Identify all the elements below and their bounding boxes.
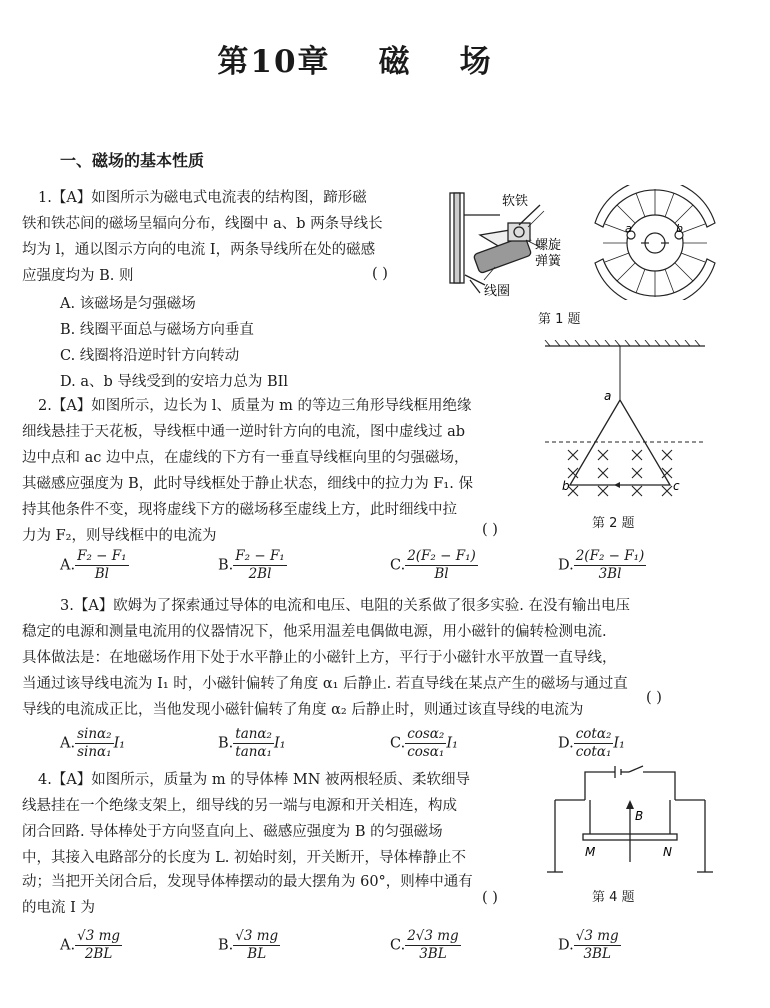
label-coil: 线圈 [484, 284, 511, 299]
q3-line-2: 稳定的电源和测量电流用的仪器情况下，他采用温差电偶做电源，用小磁针的偏转检测电流. [22, 624, 607, 640]
q1-answer-paren: ( ) [372, 266, 388, 282]
q1-line-2: 铁和铁芯间的磁场呈辐向分布，线圈中 a、b 两条导线长 [22, 216, 383, 232]
q1-figure [440, 185, 760, 300]
q3-line-4: 当通过该导线电流为 I₁ 时，小磁针偏转了角度 α₁ 后静止. 若直导线在某点产生的磁场与通过直 [22, 676, 628, 692]
q4-line-2: 线悬挂在一个绝缘支架上，细导线的另一端与电源和开关相连，构成 [22, 798, 457, 814]
q3-option-c: C. $\frac{\text{cosα₂}}{\text{cosα₁}}$ I₁ [390, 726, 458, 760]
q1-option-b: B. 线圈平面总与磁场方向垂直 [60, 322, 254, 338]
label-a: a [604, 389, 612, 403]
label-b: b [562, 479, 570, 493]
q2-line-4: 其磁感应强度为 B，此时导线框处于静止状态，细线中的拉力为 F₁. 保 [22, 476, 473, 492]
section-title: 一、磁场的基本性质 [60, 151, 205, 170]
q2-option-d: D. $\frac{\text{2(F₂ − F₁)}}{3Bl}$ [558, 548, 645, 582]
label-B: B [635, 809, 644, 823]
q1-line-3: 均为 l，通以图示方向的电流 I，两条导线所在处的磁感 [22, 242, 376, 258]
q4-caption: 第 4 题 [592, 890, 635, 905]
q4-line-6: 的电流 I 为 [22, 900, 95, 916]
q2-line-2: 细线悬挂于天花板，导线框中通一逆时针方向的电流，图中虚线过 ab [22, 424, 466, 440]
q1-line-1: 1.【A】如图所示为磁电式电流表的结构图，蹄形磁 [38, 190, 367, 206]
q3-answer-paren: ( ) [646, 690, 662, 706]
q1-option-d: D. a、b 导线受到的安培力总为 BIl [60, 374, 288, 390]
label-N: N [663, 845, 672, 859]
q2-answer-paren: ( ) [482, 522, 498, 538]
q2-figure [540, 340, 710, 508]
q3-line-3: 具体做法是：在地磁场作用下处于水平静止的小磁针上方，平行于小磁针水平放置一直导线， [22, 650, 617, 666]
label-M: M [585, 845, 596, 859]
q2-option-a: A. $\frac{\text{F₂ − F₁}}{Bl}$ [60, 548, 127, 582]
q4-line-5: 动；当把开关闭合后，发现导体棒摆动的最大摆角为 60°，则棒中通有 [22, 874, 473, 890]
q3-option-d: D. $\frac{\text{cotα₂}}{\text{cotα₁}}$ I₁ [558, 726, 625, 760]
q1-option-c: C. 线圈将沿逆时针方向转动 [60, 348, 240, 364]
q2-line-1: 2.【A】如图所示，边长为 l、质量为 m 的等边三角形导线框用绝缘 [38, 398, 472, 414]
q3-line-5: 导线的电流成正比，当他发现小磁针偏转了角度 α₂ 后静止时，则通过该直导线的电流为 [22, 702, 584, 718]
q1-caption: 第 1 题 [538, 312, 581, 327]
q3-option-a: A. $\frac{\text{sinα₂}}{\text{sinα₁}}$ I₁ [60, 726, 126, 760]
q3-line-1: 3.【A】欧姆为了探索通过导体的电流和电压、电阻的关系做了很多实验. 在没有输出电压 [60, 598, 631, 614]
q4-option-c: C. $\frac{2√3 mg}{3BL}$ [390, 928, 459, 962]
q4-option-a: A. $\frac{√3 mg}{2BL}$ [60, 928, 121, 962]
chapter-name-1: 磁 [378, 44, 412, 80]
q4-option-d: D. $\frac{√3 mg}{3BL}$ [558, 928, 619, 962]
q2-line-5: 持其他条件不变，现将虚线下方的磁场移至虚线上方，此时细线中拉 [22, 502, 457, 518]
q4-option-b: B. $\frac{√3 mg}{BL}$ [218, 928, 279, 962]
label-spring-2: 弹簧 [535, 254, 562, 269]
q1-option-a: A. 该磁场是匀强磁场 [60, 296, 196, 312]
chapter-name-2: 场 [459, 44, 493, 80]
label-soft-iron: 软铁 [502, 194, 529, 209]
chapter-title [0, 36, 710, 81]
q4-line-1: 4.【A】如图所示，质量为 m 的导体棒 MN 被两根轻质、柔软细导 [38, 772, 471, 788]
q2-option-c: C. $\frac{\text{2(F₂ − F₁)}}{Bl}$ [390, 548, 476, 582]
label-c: c [673, 479, 680, 493]
q1-line-4: 应强度均为 B. 则 [22, 268, 134, 284]
label-spring-1: 螺旋 [535, 238, 562, 253]
q4-line-4: 中，其接入电路部分的长度为 L. 初始时刻，开关断开，导体棒静止不 [22, 850, 466, 866]
q2-line-3: 边中点和 ac 边中点，在虚线的下方有一垂直导线框向里的匀强磁场， [22, 450, 469, 466]
label-a: a [625, 222, 632, 235]
q4-line-3: 闭合回路. 导体棒处于方向竖直向上、磁感应强度为 B 的匀强磁场 [22, 824, 443, 840]
q4-figure [545, 762, 715, 884]
chapter-number: 第10章 [217, 44, 331, 80]
label-b: b [676, 222, 683, 235]
q2-line-6: 力为 F₂，则导线框中的电流为 [22, 528, 217, 544]
q3-option-b: B. $\frac{\text{tanα₂}}{\text{tanα₁}}$ I₁ [218, 726, 286, 760]
q2-option-b: B. $\frac{\text{F₂ − F₁}}{2Bl}$ [218, 548, 285, 582]
q2-caption: 第 2 题 [592, 516, 635, 531]
q4-answer-paren: ( ) [482, 890, 498, 906]
